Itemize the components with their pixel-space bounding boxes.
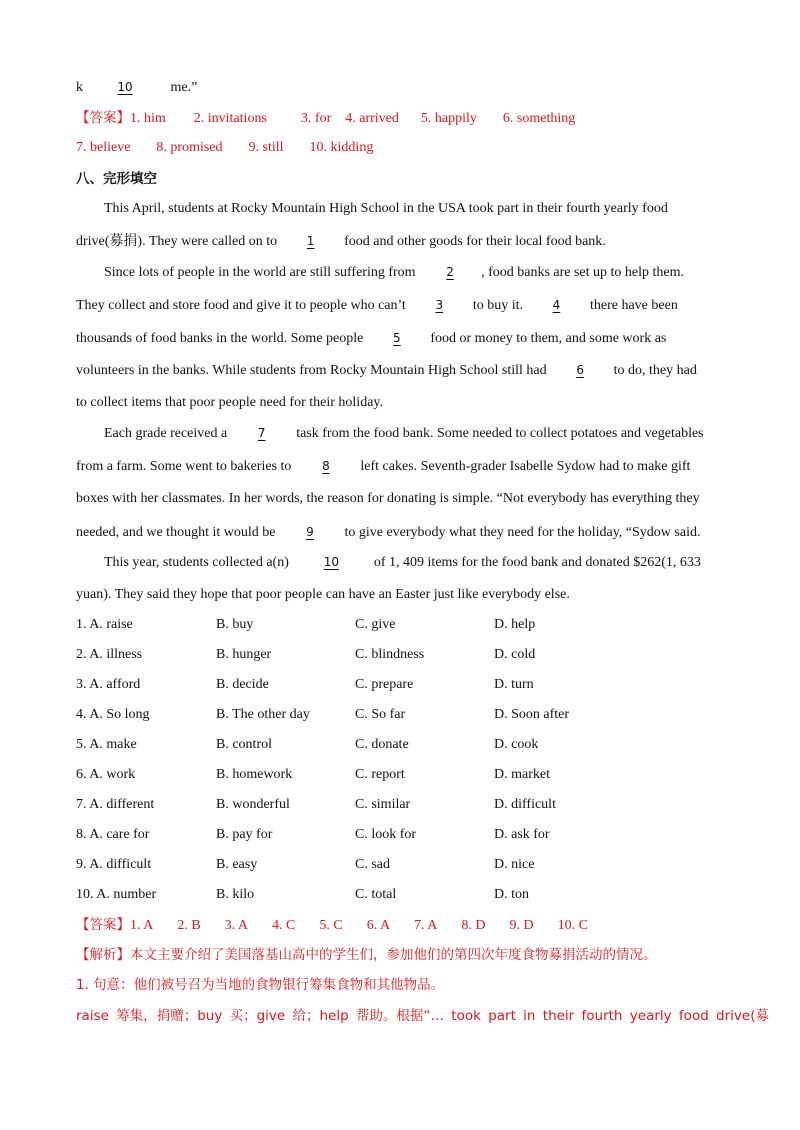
carryover-line [76, 78, 726, 97]
answer-item: 9. D [509, 918, 534, 933]
option-d: D. Soon after [494, 707, 570, 722]
carryover-suffix: me.” [170, 80, 198, 95]
option-a: 7. A. different [76, 797, 155, 812]
text-span: This year, students collected a(n) [104, 555, 289, 570]
option-row [0, 676, 800, 694]
option-b: B. easy [216, 857, 258, 872]
option-a: 3. A. afford [76, 677, 141, 692]
option-row [0, 886, 800, 904]
option-row [0, 736, 800, 754]
passage-line [104, 424, 726, 443]
analysis-line [76, 1007, 769, 1026]
text-span: Each grade received a [104, 426, 228, 441]
passage-line: to collect items that poor people need for their holiday. [76, 395, 383, 410]
section-title: 八、完形填空 [76, 171, 157, 187]
option-c: C. prepare [355, 677, 414, 692]
analysis-line: 1. 句意：他们被号召为当地的食物银行筹集食物和其他物品。 [76, 977, 445, 993]
passage-line [76, 457, 726, 476]
answer-row-1 [76, 109, 726, 128]
answer-row-2 [76, 139, 726, 157]
option-row [0, 646, 800, 664]
passage-line [104, 263, 726, 282]
option-c: C. give [355, 617, 396, 632]
option-a: 2. A. illness [76, 647, 143, 662]
option-b: B. homework [216, 767, 293, 782]
option-c: C. sad [355, 857, 390, 872]
text-span: drive(募捐). They were called on to [76, 234, 278, 249]
answer-item: 4. arrived [345, 111, 399, 126]
option-c: C. donate [355, 737, 409, 752]
option-b: B. wonderful [216, 797, 290, 812]
answer-item: 1. him [130, 111, 166, 126]
passage-line [76, 296, 726, 315]
passage-line [76, 523, 726, 542]
blank-4: 4 [552, 298, 561, 312]
text-span: from a farm. Some went to bakeries to [76, 459, 292, 474]
answer-item: 2. invitations [193, 111, 267, 126]
option-d: D. cook [494, 737, 539, 752]
option-a: 6. A. work [76, 767, 136, 782]
option-c: C. So far [355, 707, 406, 722]
answer-item: 8. promised [156, 140, 223, 155]
blank-5: 5 [393, 331, 401, 345]
answer-item: 8. D [461, 918, 486, 933]
answer-item: 6. something [502, 111, 576, 126]
option-row [0, 616, 800, 634]
text-span: to do, they had [613, 363, 697, 378]
answer-item: 2. B [177, 918, 201, 933]
passage-line [76, 361, 726, 380]
text-span: They collect and store food and give it to people who can’t [76, 298, 406, 313]
text-span: needed, and we thought it would be [76, 525, 276, 540]
option-b: B. hunger [216, 647, 272, 662]
blank-2: 2 [446, 265, 454, 279]
answer-item: 1. A [130, 918, 154, 933]
option-c: C. total [355, 887, 397, 902]
blank-1: 1 [306, 234, 315, 248]
blank-6: 6 [576, 363, 584, 377]
text-span: there have been [589, 298, 678, 313]
option-a: 4. A. So long [76, 707, 150, 722]
answer-item: 5. C [319, 918, 343, 933]
text-span: thousands of food banks in the world. Some people [76, 331, 364, 346]
passage-line: boxes with her classmates. In her words, the reason for donating is simple. “Not everybody has everything they [76, 491, 700, 506]
carryover-prefix: k [76, 80, 83, 95]
option-a: 8. A. care for [76, 827, 150, 842]
text-span: raise 筹集，捐赠；buy 买；give 给；help 帮助。根据“… took part in their fourth yearly food drive(募 [76, 1008, 769, 1024]
answer-item: 4. C [272, 918, 296, 933]
answer-item: 9. still [248, 140, 284, 155]
option-d: D. ton [494, 887, 529, 902]
option-d: D. difficult [494, 797, 556, 812]
answer-item: 7. believe [76, 140, 131, 155]
text-span: to give everybody what they need for the holiday, “Sydow said. [344, 525, 701, 540]
answer-item: 10. C [557, 918, 588, 933]
option-row [0, 856, 800, 874]
blank-8: 8 [322, 459, 330, 473]
passage-line: This April, students at Rocky Mountain High School in the USA took part in their fourth yearly food [104, 201, 668, 216]
passage-line [76, 329, 726, 348]
blank-9: 9 [306, 525, 314, 539]
text-span: left cakes. Seventh-grader Isabelle Sydow had to make gift [360, 459, 691, 474]
option-row [0, 766, 800, 784]
option-c: C. look for [355, 827, 417, 842]
text-span: food or money to them, and some work as [430, 331, 667, 346]
text-span: task from the food bank. Some needed to collect potatoes and vegetables [296, 426, 704, 441]
answer-row-3 [76, 916, 726, 935]
option-b: B. The other day [216, 707, 310, 722]
answer-label: 【答案】 [76, 110, 130, 126]
answer-item: 3. for [300, 111, 332, 126]
answer-item: 10. kidding [309, 140, 374, 155]
option-d: D. cold [494, 647, 536, 662]
option-a: 5. A. make [76, 737, 137, 752]
answer-item: 5. happily [420, 111, 477, 126]
option-b: B. pay for [216, 827, 273, 842]
analysis-intro: 【解析】本文主要介绍了美国落基山高中的学生们，参加他们的第四次年度食物募捐活动的情况。 [76, 947, 657, 963]
option-b: B. decide [216, 677, 269, 692]
text-span: food and other goods for their local food bank. [344, 234, 606, 249]
text-span: volunteers in the banks. While students from Rocky Mountain High School still had [76, 363, 547, 378]
option-c: C. report [355, 767, 405, 782]
blank-3: 3 [435, 298, 444, 312]
text-span: Since lots of people in the world are still suffering from [104, 265, 416, 280]
option-d: D. nice [494, 857, 535, 872]
option-a: 9. A. difficult [76, 857, 152, 872]
text-span: to buy it. [472, 298, 523, 313]
passage-line [104, 553, 726, 572]
option-d: D. help [494, 617, 536, 632]
option-b: B. buy [216, 617, 254, 632]
passage-line: yuan). They said they hope that poor people can have an Easter just like everybody else. [76, 587, 570, 602]
answer-item: 7. A [414, 918, 438, 933]
option-d: D. turn [494, 677, 534, 692]
blank-10-carryover: 10 [117, 80, 133, 94]
option-d: D. market [494, 767, 550, 782]
blank-7: 7 [257, 426, 266, 440]
text-span: of 1, 409 items for the food bank and donated $262(1, 633 [373, 555, 701, 570]
text-span: , food banks are set up to help them. [481, 265, 685, 280]
passage-line [76, 232, 726, 251]
answer-item: 6. A [366, 918, 391, 933]
option-row [0, 796, 800, 814]
option-b: B. kilo [216, 887, 255, 902]
option-row [0, 826, 800, 844]
option-b: B. control [216, 737, 272, 752]
option-c: C. similar [355, 797, 411, 812]
option-row [0, 706, 800, 724]
option-c: C. blindness [355, 647, 425, 662]
option-a: 1. A. raise [76, 617, 133, 632]
answer-label: 【答案】 [76, 917, 130, 933]
option-a: 10. A. number [76, 887, 157, 902]
blank-10: 10 [323, 555, 340, 569]
answer-item: 3. A [224, 918, 249, 933]
option-d: D. ask for [494, 827, 550, 842]
